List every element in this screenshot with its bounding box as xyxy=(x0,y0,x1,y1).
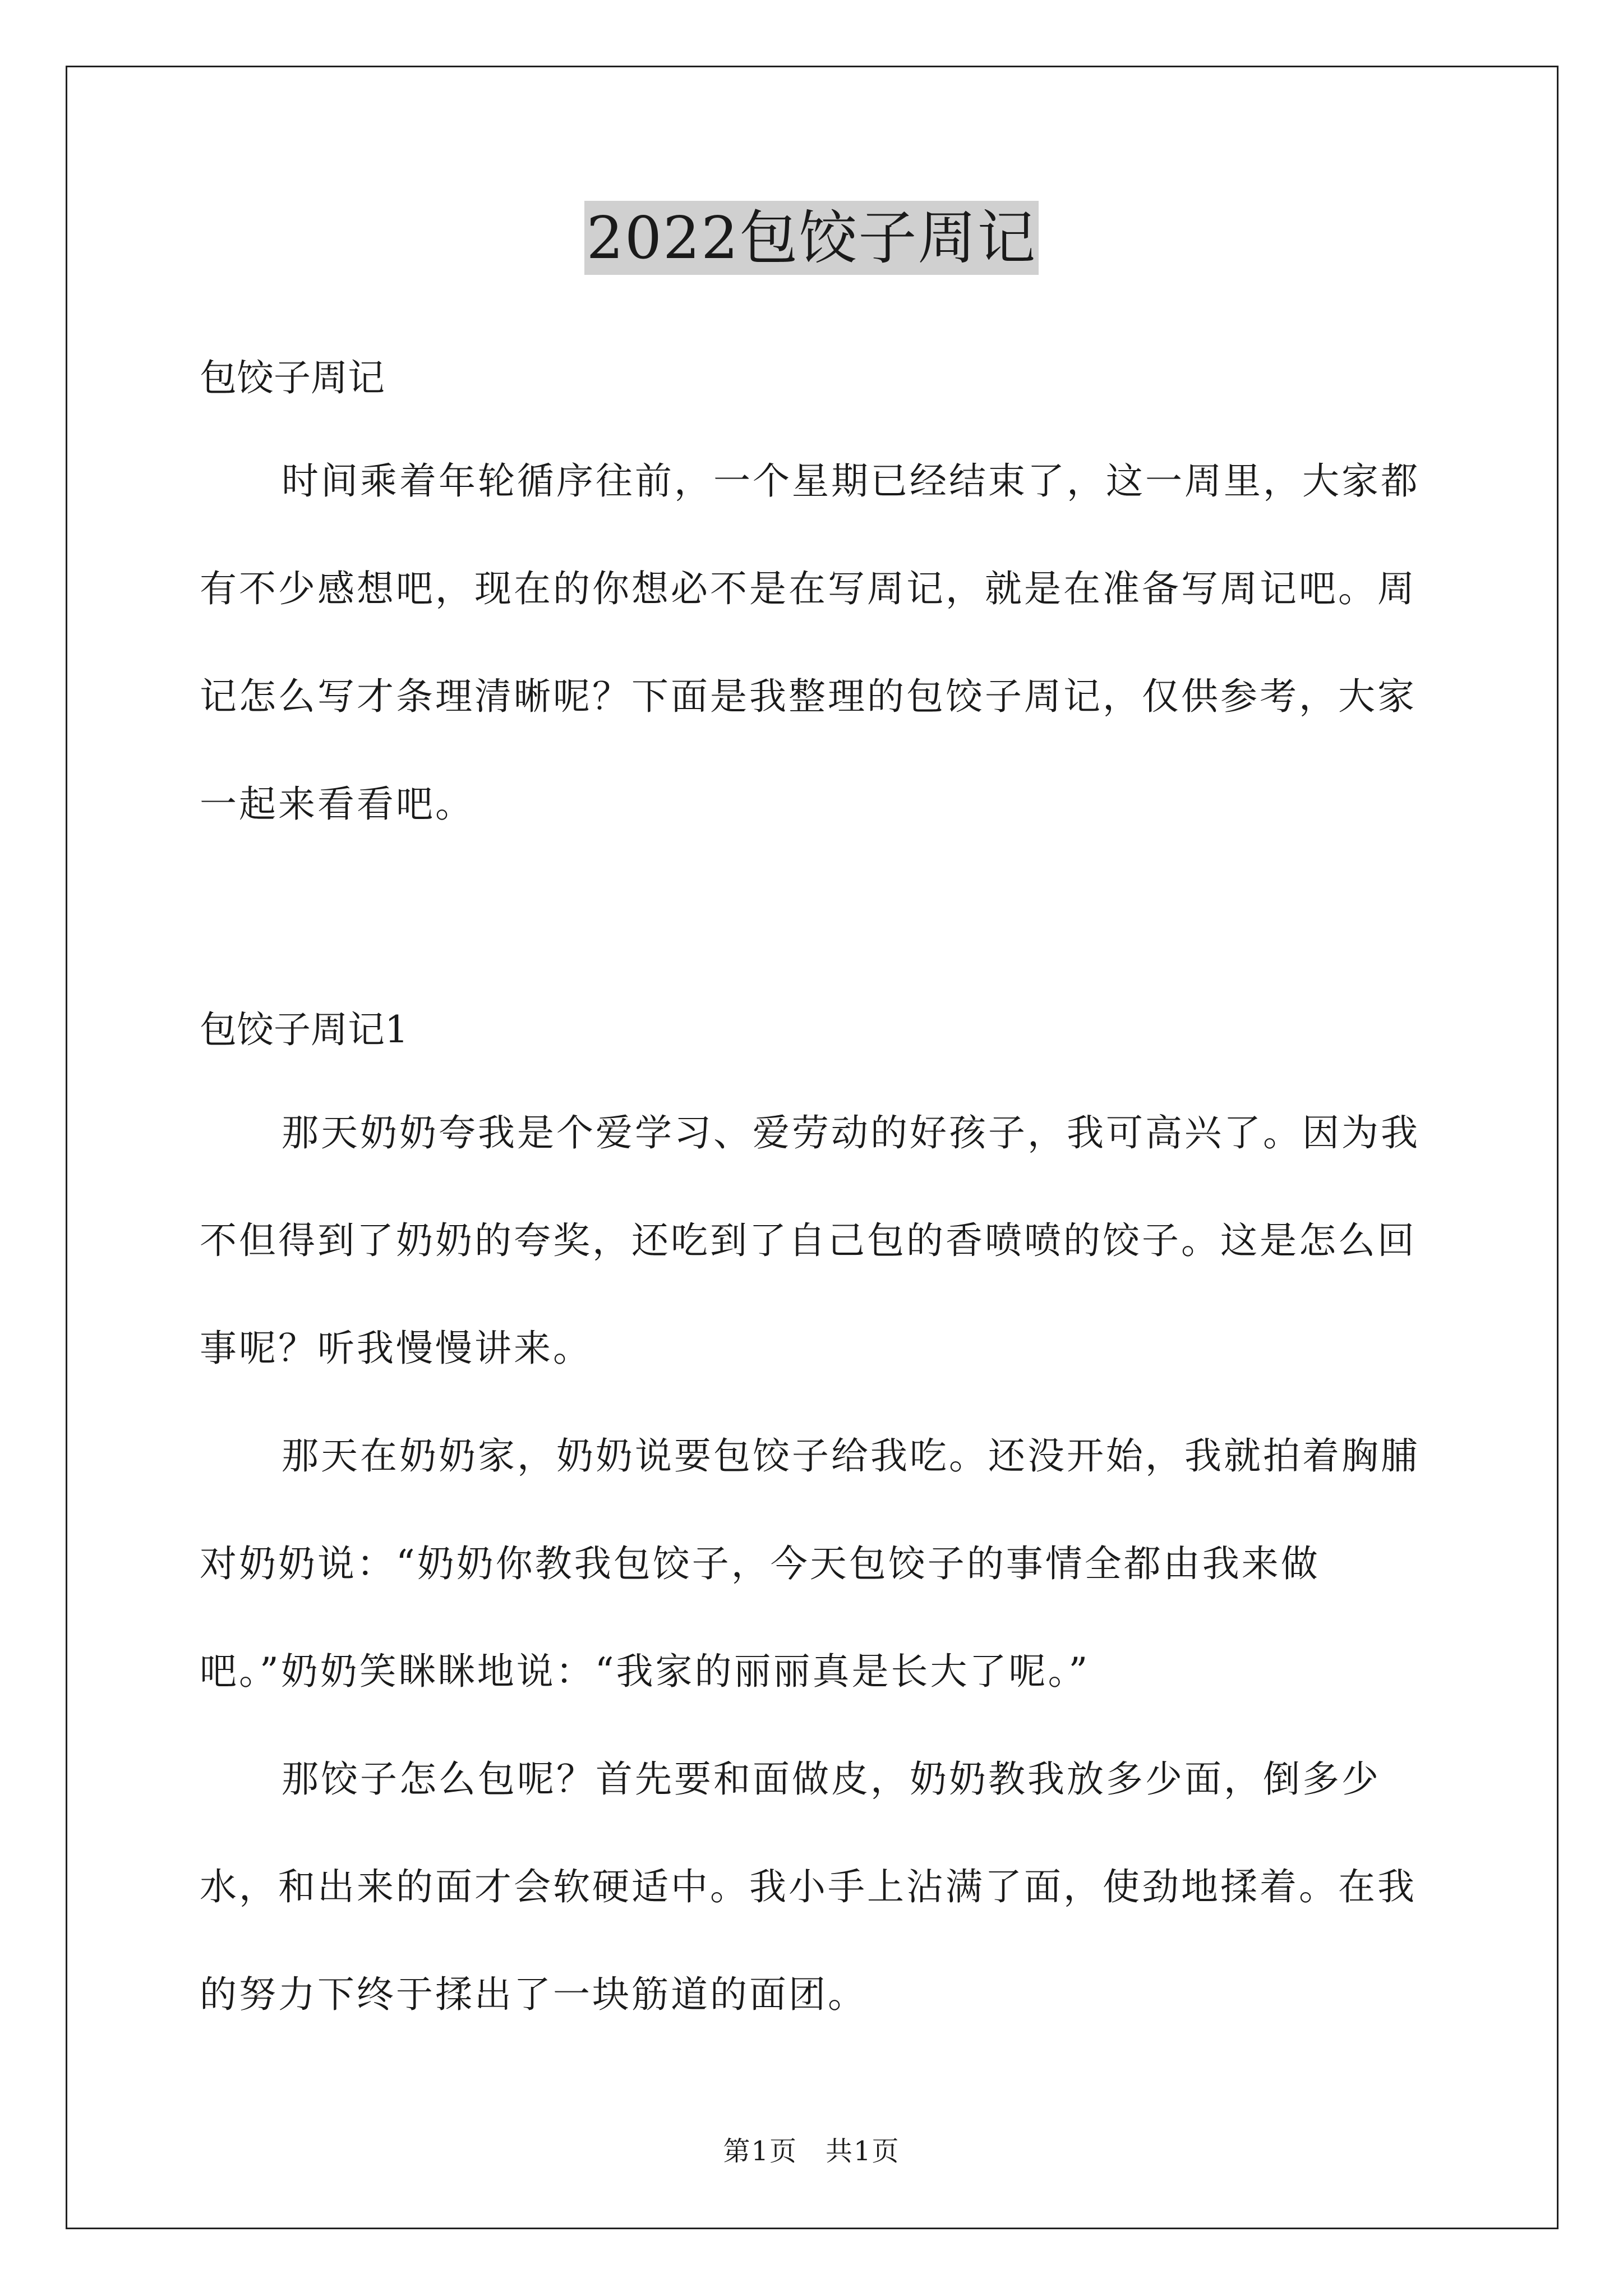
intro-paragraph: 时间乘着年轮循序往前，一个星期已经结束了，这一周里，大家都有不少感想吧，现在的你想必不是在写周记，就是在准备写周记吧。周记怎么写才条理清晰呢？下面是我整理的包饺子周记，仅供参考，大家一起来看看吧。 xyxy=(200,459,1420,826)
page-footer: 第1页 共1页 xyxy=(723,2136,900,2167)
section-1-paragraph-3: 那饺子怎么包呢？首先要和面做皮，奶奶教我放多少面，倒多少水，和出来的面才会软硬适中。我小手上沾满了面，使劲地揉着。在我的努力下终于揉出了一块筋道的面团。 xyxy=(200,1757,1417,2016)
section-heading-1: 包饺子周记1 xyxy=(200,1008,408,1051)
document-title: 2022包饺子周记 xyxy=(584,201,1039,275)
section-1-paragraph-2: 那天在奶奶家，奶奶说要包饺子给我吃。还没开始，我就拍着胸脯对奶奶说：“奶奶你教我包饺子，今天包饺子的事情全都由我来做吧。”奶奶笑眯眯地说：“我家的丽丽真是长大了呢。” xyxy=(200,1434,1420,1693)
document-body xyxy=(200,337,1439,2049)
section-heading-intro: 包饺子周记 xyxy=(200,356,385,399)
title-container xyxy=(0,201,1623,275)
section-1-paragraph-1: 那天奶奶夸我是个爱学习、爱劳动的好孩子，我可高兴了。因为我不但得到了奶奶的夸奖，还吃到了自己包的香喷喷的饺子。这是怎么回事呢？听我慢慢讲来。 xyxy=(200,1111,1420,1370)
